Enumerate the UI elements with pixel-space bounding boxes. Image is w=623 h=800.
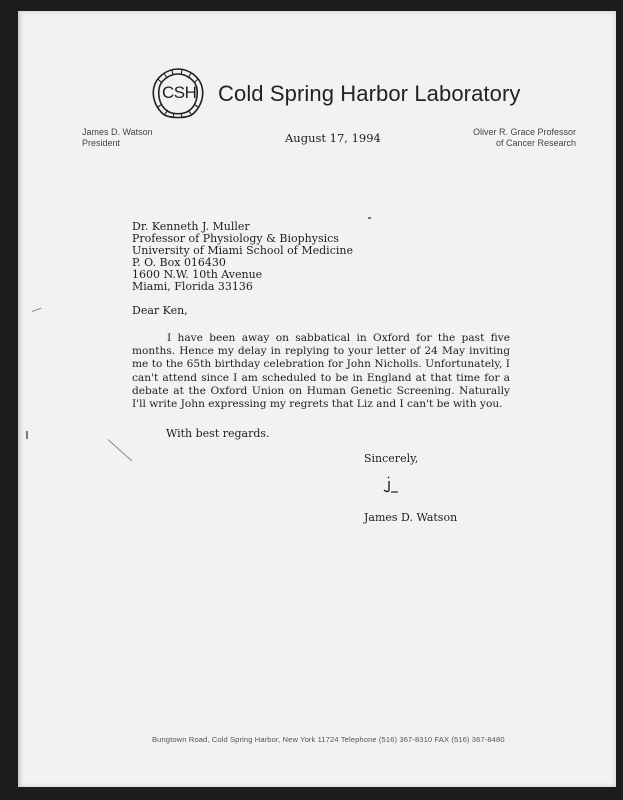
- president-name: James D. Watson: [82, 127, 153, 137]
- signer-name: James D. Watson: [364, 511, 458, 524]
- letter-page: [18, 11, 616, 787]
- letterhead-logo: [148, 65, 521, 123]
- closing-line: With best regards.: [166, 427, 270, 440]
- csh-seal-icon: [148, 65, 208, 123]
- professorship-name: Oliver R. Grace Professor: [472, 127, 576, 137]
- address-line: Dr. Kenneth J. Muller: [132, 220, 250, 233]
- president-title: President: [82, 138, 121, 148]
- stray-mark: [108, 439, 132, 461]
- address-line: Professor of Physiology & Biophysics: [132, 232, 339, 245]
- stray-mark: [26, 431, 28, 439]
- address-line: P. O. Box 016430: [132, 256, 226, 269]
- letter-date: August 17, 1994: [285, 131, 381, 145]
- letterhead-footer: Bungtown Road, Cold Spring Harbor, New York 11724 Telephone (516) 367-8310 FAX (516) 367-8480: [152, 735, 505, 744]
- address-line: 1600 N.W. 10th Avenue: [132, 268, 263, 281]
- stray-mark: [32, 308, 42, 312]
- lab-name: Cold Spring Harbor Laboratory: [218, 81, 521, 106]
- address-line: Miami, Florida 33136: [132, 280, 253, 293]
- professorship-title: of Cancer Research: [495, 138, 576, 148]
- letter-body: I have been away on sabbatical in Oxford for the past five months. Hence my delay in replying to your letter of 24 May inviting me to the 65th birthday celebration for John Nicholls. Unfortunately, I can't attend since I am scheduled to be in England at that time for a debate at the Oxford Union on Human Genetic Screening. Naturally I'll write John expressing my regrets that Liz and I can't be with you.: [132, 332, 510, 411]
- salutation: Dear Ken,: [132, 304, 188, 317]
- complimentary-close: Sincerely,: [364, 452, 419, 465]
- letterhead-left: [82, 127, 153, 149]
- stray-mark: [368, 217, 371, 219]
- address-line: University of Miami School of Medicine: [132, 244, 353, 257]
- signature-icon: [380, 475, 400, 502]
- letterhead-right: [473, 127, 576, 149]
- logo-text: CSH: [162, 83, 197, 102]
- recipient-address: [132, 221, 353, 293]
